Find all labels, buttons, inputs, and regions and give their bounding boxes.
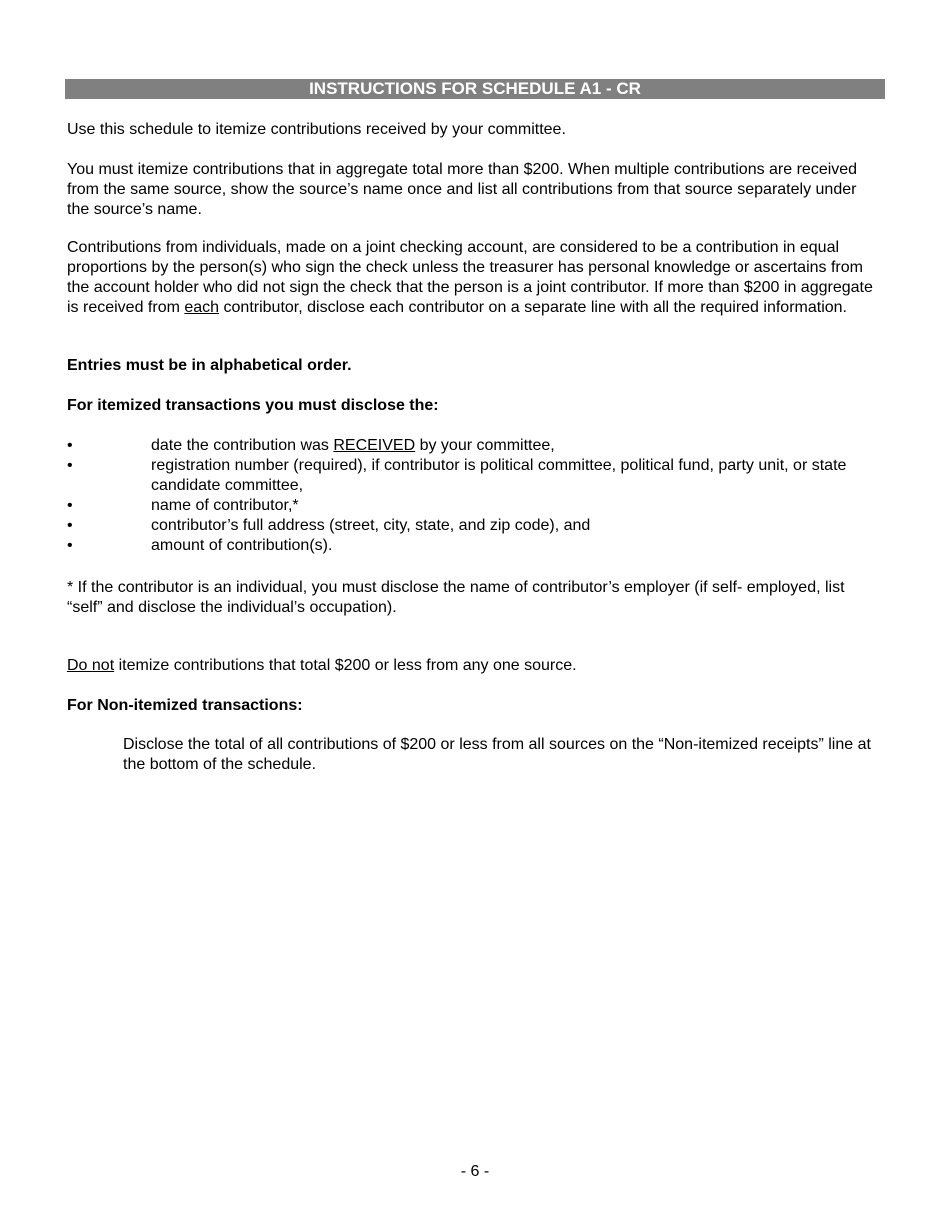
item1-before: date the contribution was: [151, 437, 334, 454]
list-item: [67, 496, 877, 516]
schedule-title: INSTRUCTIONS FOR SCHEDULE A1 - CR: [309, 79, 641, 98]
non-itemized-paragraph: Disclose the total of all contributions of $200 or less from all sources on the “Non-itemized receipts” line at the bottom of the schedule.: [123, 736, 871, 773]
list-item: [67, 436, 877, 456]
do-not-after: itemize contributions that total $200 or less from any one source.: [114, 657, 577, 674]
bullet-icon: •: [67, 537, 73, 554]
aggregate-paragraph: You must itemize contributions that in aggregate total more than $200. When multiple contributions are received from the same source, show the source’s name once and list all contributions from that source separately under the source’s name.: [67, 161, 858, 218]
schedule-title-bar: [65, 79, 885, 99]
do-not-itemize-paragraph: [67, 656, 877, 676]
bullet-icon: •: [67, 497, 73, 514]
intro-paragraph: Use this schedule to itemize contributions received by your committee.: [67, 121, 566, 138]
do-not-text: Do not: [67, 657, 115, 674]
non-itemized-heading: For Non-itemized transactions:: [67, 697, 303, 714]
bullet-icon: •: [67, 457, 73, 474]
joint-text-before: Contributions from individuals, made on a joint checking account, are considered to be a contribution in equal proportions by the person(s) who sign the check unless the treasurer has personal knowledge or ascertains from the account holder who did not sign the check that the person is a joint contributor. If more than $200 in aggregate is received from: [67, 239, 873, 316]
bullet-icon: •: [67, 437, 73, 454]
itemized-heading: For itemized transactions you must disclose the:: [67, 397, 439, 414]
item4-text: contributor’s full address (street, city, state, and zip code), and: [151, 517, 591, 534]
list-item: [67, 516, 877, 536]
bullet-icon: •: [67, 517, 73, 534]
item1-received: RECEIVED: [333, 437, 416, 454]
item5-text: amount of contribution(s).: [151, 537, 333, 554]
item2-text: registration number (required), if contributor is political committee, political fund, party unit, or state candidate committee,: [151, 457, 847, 494]
joint-account-paragraph: [67, 238, 877, 318]
item1-after: by your committee,: [415, 437, 555, 454]
alphabetical-order-note: Entries must be in alphabetical order.: [67, 357, 352, 374]
joint-text-after: contributor, disclose each contributor on a separate line with all the required information.: [219, 299, 847, 316]
list-item: [67, 456, 877, 496]
item3-text: name of contributor,*: [151, 497, 299, 514]
list-item: [67, 536, 877, 556]
page-number: - 6 -: [460, 1163, 490, 1180]
disclosure-list: [67, 436, 877, 556]
joint-text-each: each: [184, 299, 220, 316]
employer-footnote: * If the contributor is an individual, you must disclose the name of contributor’s employer (if self- employed, list “self” and disclose the individual’s occupation).: [67, 579, 845, 616]
